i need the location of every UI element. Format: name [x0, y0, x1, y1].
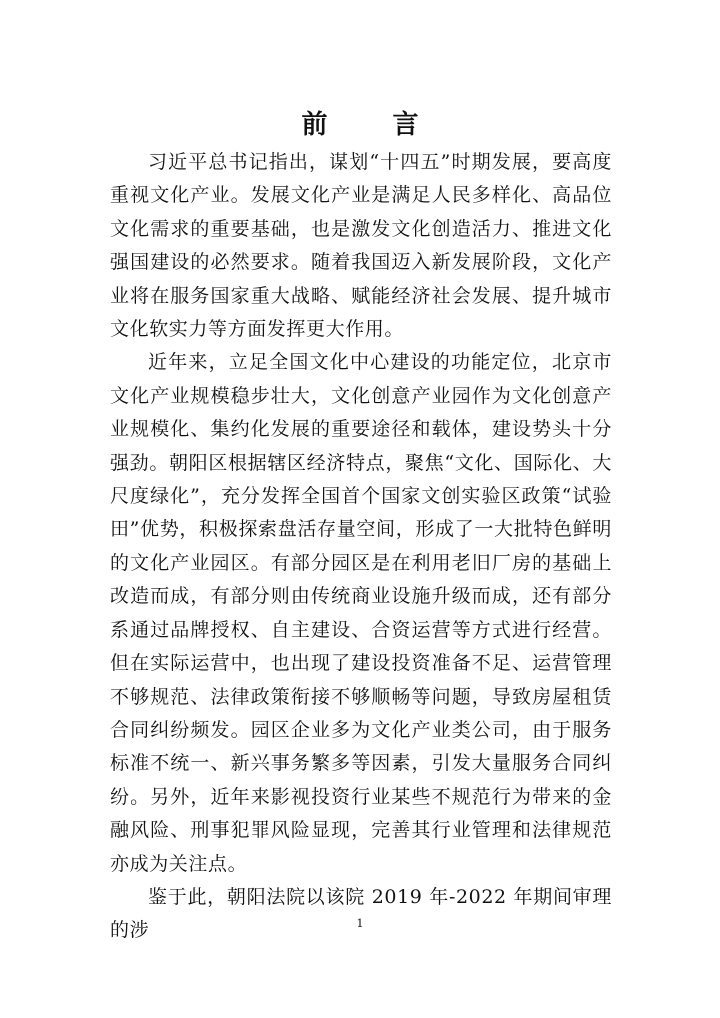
page-title: 前 言: [301, 110, 447, 141]
document-body: [110, 146, 612, 948]
paragraph: 近年来，立足全国文化中心建设的功能定位，北京市文化产业规模稳步壮大，文化创意产业园作为文化创意产业规模化、集约化发展的重要途径和载体，建设势头十分强劲。朝阳区根据辖区经济特点，聚焦“文化、国际化、大尺度绿化”，充分发挥全国首个国家文创实验区政策“试验田”优势，积极探索盘活存量空间，形成了一大批特色鲜明的文化产业园区。有部分园区是在利用老旧厂房的基础上改造而成，有部分则由传统商业设施升级而成，还有部分系通过品牌授权、自主建设、合资运营等方式进行经营。但在实际运营中，也出现了建设投资准备不足、运营管理不够规范、法律政策衔接不够顺畅等问题，导致房屋租赁合同纠纷频发。园区企业多为文化产业类公司，由于服务标准不统一、新兴事务繁多等因素，引发大量服务合同纠纷。另外，近年来影视投资行业某些不规范行为带来的金融风险、刑事犯罪风险显现，完善其行业管理和法律规范亦成为关注点。: [110, 351, 612, 875]
page-number: 1: [356, 917, 364, 930]
paragraph: 习近平总书记指出，谋划“十四五”时期发展，要高度重视文化产业。发展文化产业是满足人民多样化、高品位文化需求的重要基础，也是激发文化创造活力、推进文化强国建设的必然要求。随着我国迈入新发展阶段，文化产业将在服务国家重大战略、赋能经济社会发展、提升城市文化软实力等方面发挥更大作用。: [110, 151, 612, 341]
paragraph: 鉴于此，朝阳法院以该院 2019 年-2022 年期间审理的涉: [110, 885, 612, 942]
